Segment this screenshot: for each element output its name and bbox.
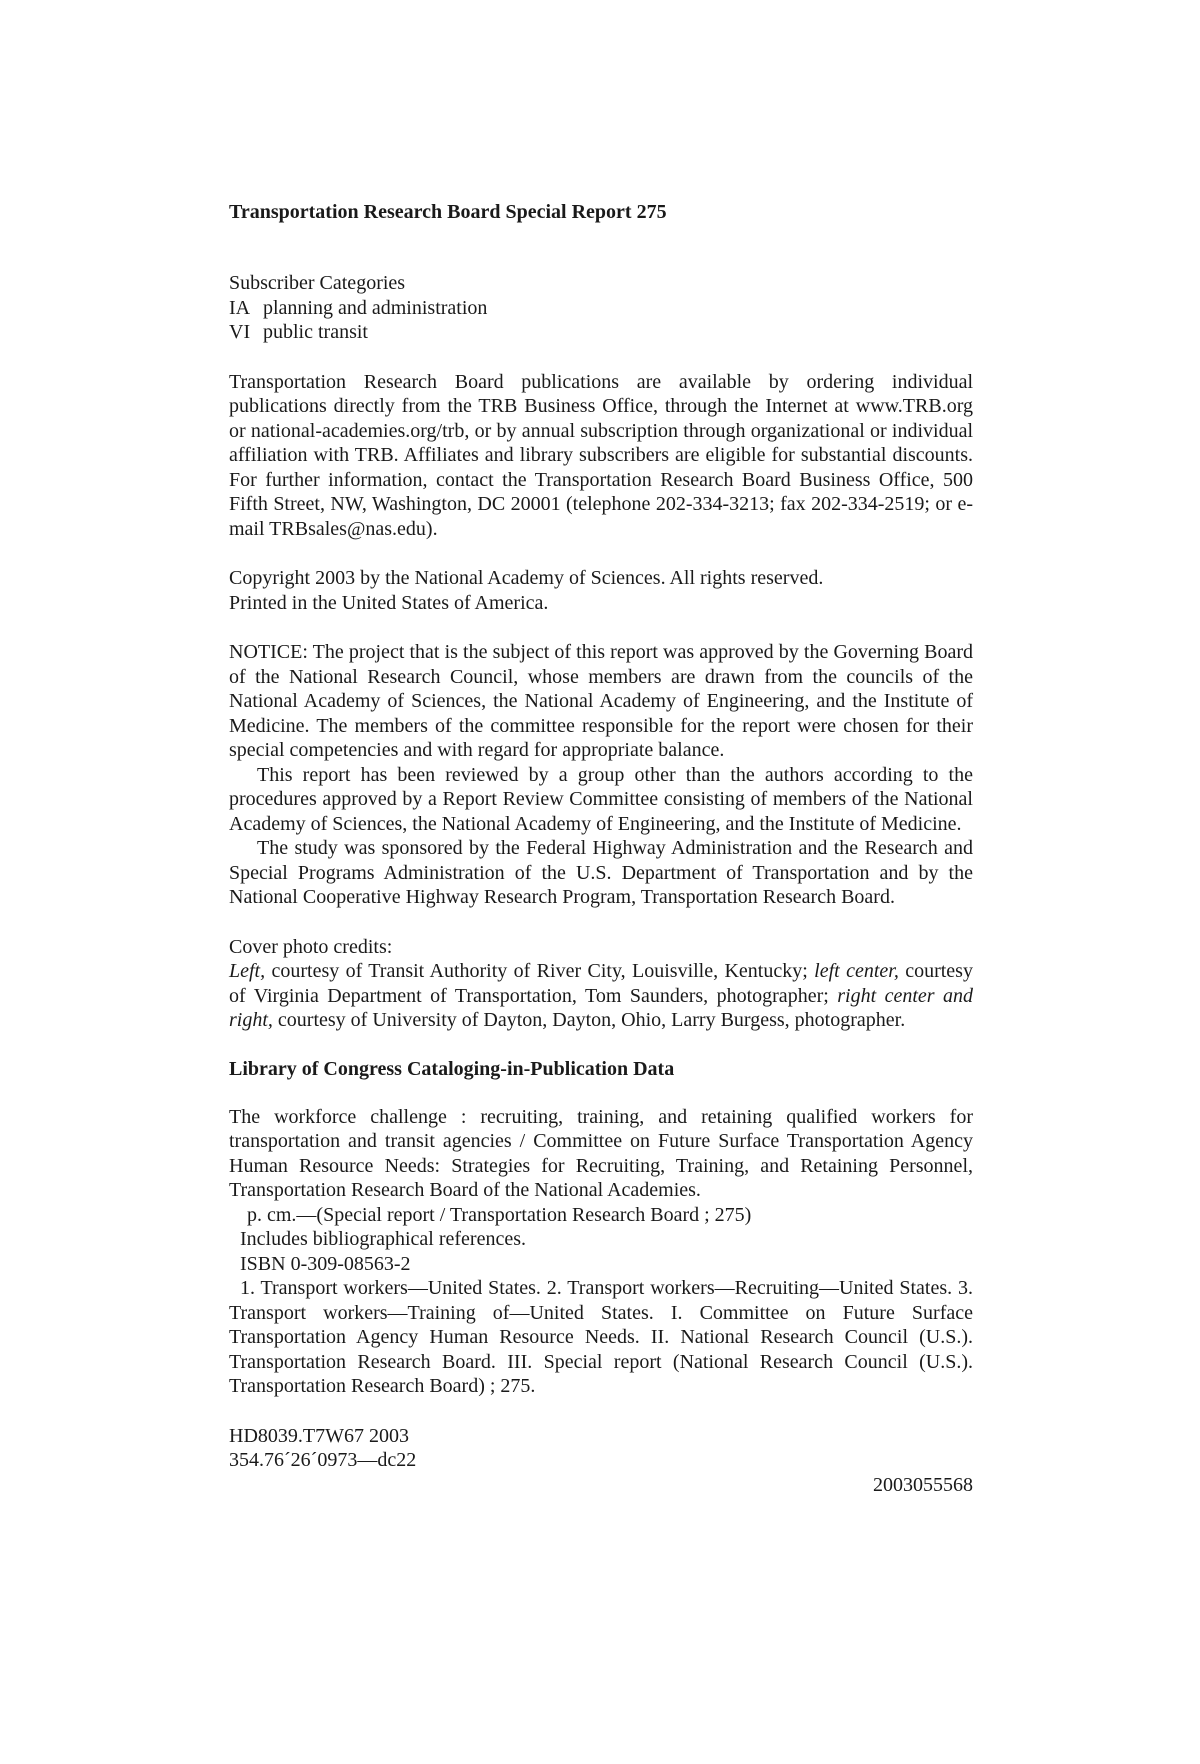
subscriber-category — [229, 320, 973, 345]
lc-classification: HD8039.T7W67 2003 — [229, 1424, 409, 1447]
category-label: planning and administration — [263, 296, 488, 319]
copyright-line: Copyright 2003 by the National Academy of Sciences. All rights reserved. — [229, 567, 824, 589]
category-code: VI — [229, 321, 251, 343]
review-paragraph: This report has been reviewed by a group other than the authors according to the procedures approved by a Report Review Committee consisting of members of the National Academy of Sciences, the National Academy of Engineering, and the Institute of Medicine. — [229, 763, 973, 835]
subscriber-heading: Subscriber Categories — [229, 272, 406, 294]
publications-paragraph: Transportation Research Board publications are available by ordering individual publications directly from the TRB Business Office, through the Internet at www.TRB.org or national-academies.org/trb, or by annual subscription through organizational or individual affiliation with TRB. Affiliates and library subscribers are eligible for substantial discounts. For further information, contact the Transportation Research Board Business Office, 500 Fifth Street, NW, Washington, DC 20001 (telephone 202-334-3213; fax 202-334-2519; or e-mail TRBsales@nas.edu). — [229, 370, 973, 540]
cip-title-entry: The workforce challenge : recruiting, training, and retaining qualified workers for transportation and transit agencies / Committee on Future Surface Transportation Agency Human Resource Needs: Strategies for Recruiting, Training, and Retaining Personnel, Transportation Research Board of the National Academies. — [229, 1105, 973, 1201]
copyright-notice — [229, 566, 973, 615]
credit-left-center-label: left center, — [814, 960, 899, 982]
credit-right-text: courtesy of University of Dayton, Dayton, Ohio, Larry Burgess, photographer. — [272, 1009, 906, 1031]
category-code: IA — [229, 296, 251, 319]
cip-record — [229, 1105, 973, 1498]
cip-series-line: p. cm.—(Special report / Transportation Research Board ; 275) — [247, 1203, 752, 1226]
category-label: public transit — [263, 321, 368, 343]
copyright-page — [229, 200, 973, 1497]
credits-text — [229, 959, 973, 1033]
subscriber-category — [229, 296, 973, 321]
notice-section — [229, 640, 973, 910]
cover-photo-credits — [229, 935, 973, 1033]
cip-isbn-line: ISBN 0-309-08563-2 — [240, 1252, 411, 1275]
sponsor-paragraph: The study was sponsored by the Federal Highway Administration and the Research and Special Programs Administration of the U.S. Department of Transportation and by the National Cooperative Highway Research Program, Transportation Research Board. — [229, 837, 973, 908]
cip-subjects: 1. Transport workers—United States. 2. Transport workers—Recruiting—United States. 3. Transport workers—Training of—United States. I. Committee on Future Surface Transportation Agency Human Resource Needs. II. National Research Council (U.S.). Transportation Research Board. III. Special report (National Research Council (U.S.). Transportation Research Board) ; 275. — [229, 1277, 973, 1397]
credit-right-label: right center and right, — [229, 984, 973, 1031]
credit-left-text: courtesy of Transit Authority of River City, Louisville, Kentucky; — [265, 960, 815, 982]
notice-paragraph: NOTICE: The project that is the subject of this report was approved by the Governing Board of the National Research Council, whose members are drawn from the councils of the National Academy of Sciences, the National Academy of Engineering, and the Institute of Medicine. The members of the committee responsible for the report were chosen for their special competencies and with regard for appropriate balance. — [229, 641, 973, 761]
credit-left-center-text: courtesy of Virginia Department of Transportation, Tom Saunders, photographer; — [229, 960, 973, 1007]
series-title: Transportation Research Board Special Report 275 — [229, 201, 667, 223]
credit-left-label: Left, — [229, 960, 266, 982]
printed-line: Printed in the United States of America. — [229, 591, 549, 614]
cip-bibliography-line: Includes bibliographical references. — [240, 1228, 526, 1250]
lccn: 2003055568 — [873, 1473, 973, 1496]
credits-heading: Cover photo credits: — [229, 935, 393, 958]
dewey-classification: 354.76´26´0973—dc22 — [229, 1449, 417, 1471]
subscriber-categories — [229, 271, 973, 345]
cip-heading: Library of Congress Cataloging-in-Publication Data — [229, 1057, 675, 1080]
